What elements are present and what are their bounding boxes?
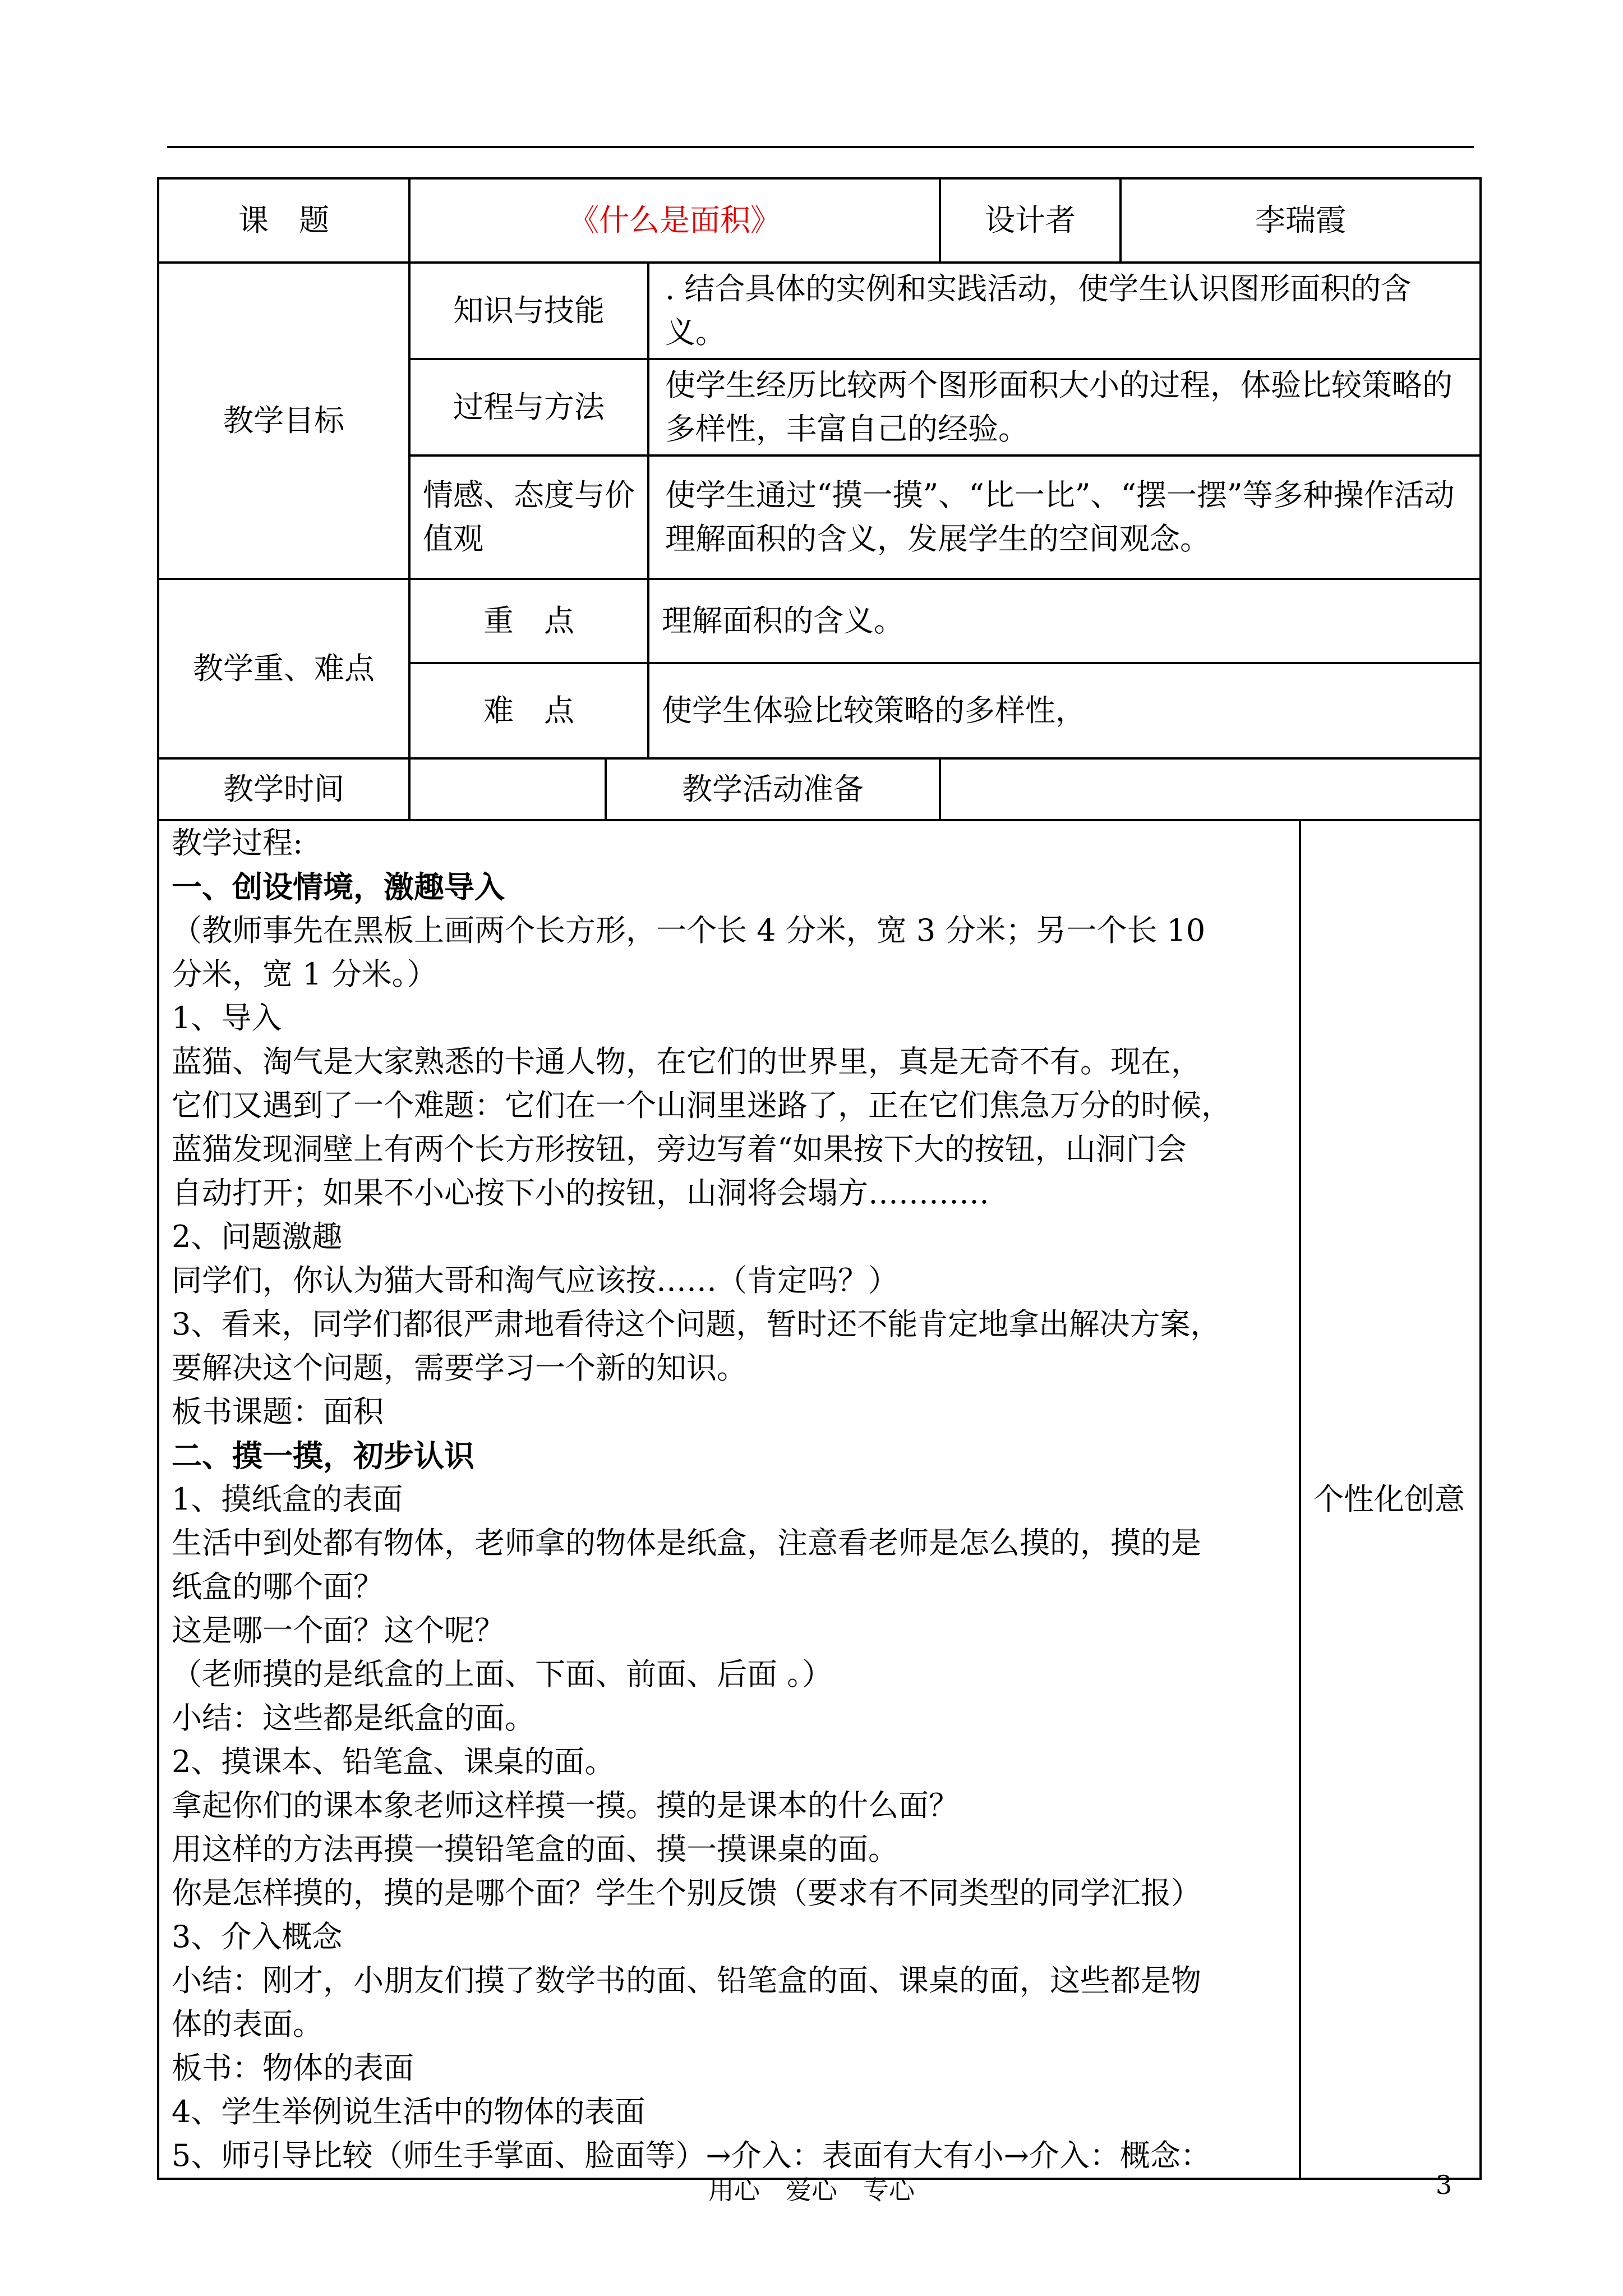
designer-label: 设计者	[940, 178, 1121, 263]
key-points-label: 教学重、难点	[158, 579, 409, 758]
process-line: 板书课题：面积	[172, 1394, 384, 1429]
process-line: 要解决这个问题，需要学习一个新的知识。	[172, 1350, 747, 1386]
goal-row-skill	[158, 263, 1481, 359]
process-lines	[172, 821, 1287, 2178]
process-line: 板书：物体的表面	[172, 2050, 414, 2086]
process-line: 蓝猫、淘气是大家熟悉的卡通人物，在它们的世界里，真是无奇不有。现在，	[172, 1044, 1201, 1079]
difficulty-label: 难 点	[409, 663, 648, 758]
process-line: 纸盒的哪个面？	[172, 1569, 384, 1604]
process-line: 同学们，你认为猫大哥和淘气应该按……（肯定吗？）	[172, 1263, 898, 1298]
goal-emotion-label: 情感、态度与价值观	[409, 455, 648, 579]
process-line: 自动打开；如果不小心按下小的按钮，山洞将会塌方…………	[172, 1175, 989, 1211]
process-line: （老师摸的是纸盒的上面、下面、前面、后面 。）	[172, 1657, 833, 1692]
time-value	[409, 758, 606, 820]
process-line: 它们又遇到了一个难题：它们在一个山洞里迷路了，正在它们焦急万分的时候，	[172, 1088, 1232, 1123]
topic-value: 《什么是面积》	[409, 178, 940, 263]
process-line: 蓝猫发现洞壁上有两个长方形按钮，旁边写着“如果按下大的按钮，山洞门会	[172, 1131, 1187, 1167]
process-row	[158, 820, 1481, 2179]
process-line: 4、学生举例说生活中的物体的表面	[172, 2094, 645, 2129]
designer-value: 李瑞霞	[1121, 178, 1481, 263]
goals-label: 教学目标	[158, 263, 409, 579]
footer-slogan: 用心 爱心 专心	[708, 2175, 915, 2205]
process-line: 教学过程:	[172, 825, 303, 861]
key-point-row	[158, 579, 1481, 663]
prep-value	[940, 758, 1481, 820]
process-line: 用这样的方法再摸一摸铅笔盒的面、摸一摸课桌的面。	[172, 1832, 898, 1867]
process-line: 拿起你们的课本象老师这样摸一摸。摸的是课本的什么面？	[172, 1788, 959, 1823]
key-label: 重 点	[409, 579, 648, 663]
page-number: 3	[1436, 2170, 1453, 2200]
section-heading: 二、摸一摸，初步认识	[172, 1438, 474, 1474]
process-line: 3、看来，同学们都很严肃地看待这个问题，暂时还不能肯定地拿出解决方案，	[172, 1306, 1221, 1342]
topic-label: 课 题	[158, 178, 409, 263]
process-line: 体的表面。	[172, 2007, 323, 2042]
process-line: 小结：刚才，小朋友们摸了数学书的面、铅笔盒的面、课桌的面，这些都是物	[172, 1963, 1201, 1998]
topic-row	[158, 178, 1481, 263]
goal-emotion-text: 使学生通过“摸一摸”、“比一比”、“摆一摆”等多种操作活动理解面积的含义，发展学生的空间观念。	[648, 455, 1481, 579]
process-line: 2、问题激趣	[172, 1219, 343, 1254]
creative-label: 个性化创意	[1313, 1481, 1465, 1517]
process-line: 你是怎样摸的，摸的是哪个面？学生个别反馈（要求有不同类型的同学汇报）	[172, 1875, 1201, 1911]
process-line: 5、师引导比较（师生手掌面、脸面等）→介入：表面有大有小→介入：概念：	[172, 2138, 1211, 2173]
process-line: 1、摸纸盒的表面	[172, 1481, 403, 1517]
key-text: 理解面积的含义。	[648, 579, 1481, 663]
goal-process-label: 过程与方法	[409, 359, 648, 455]
goal-process-text: 使学生经历比较两个图形面积大小的过程，体验比较策略的多样性，丰富自己的经验。	[648, 359, 1481, 455]
process-line: 小结：这些都是纸盒的面。	[172, 1700, 535, 1736]
process-line: （教师事先在黑板上画两个长方形，一个长 4 分米，宽 3 分米；另一个长 10	[172, 913, 1206, 948]
process-line: 2、摸课本、铅笔盒、课桌的面。	[172, 1744, 615, 1779]
process-line: 分米，宽 1 分米。）	[172, 956, 437, 992]
time-row	[158, 758, 1481, 820]
process-line: 3、介入概念	[172, 1919, 343, 1954]
process-line: 1、导入	[172, 1000, 282, 1036]
teaching-process	[158, 820, 1300, 2179]
section-heading: 一、创设情境，激趣导入	[172, 869, 505, 905]
prep-label: 教学活动准备	[606, 758, 940, 820]
goal-skill-text: . 结合具体的实例和实践活动，使学生认识图形面积的含义。	[648, 263, 1481, 359]
creative-cell	[1300, 820, 1481, 2179]
lesson-plan-table	[157, 177, 1482, 2180]
header-rule	[167, 146, 1474, 148]
goal-skill-label: 知识与技能	[409, 263, 648, 359]
time-label: 教学时间	[158, 758, 409, 820]
difficulty-text: 使学生体验比较策略的多样性，	[648, 663, 1481, 758]
process-line: 生活中到处都有物体，老师拿的物体是纸盒，注意看老师是怎么摸的，摸的是	[172, 1525, 1201, 1561]
process-line: 这是哪一个面？这个呢？	[172, 1613, 505, 1648]
